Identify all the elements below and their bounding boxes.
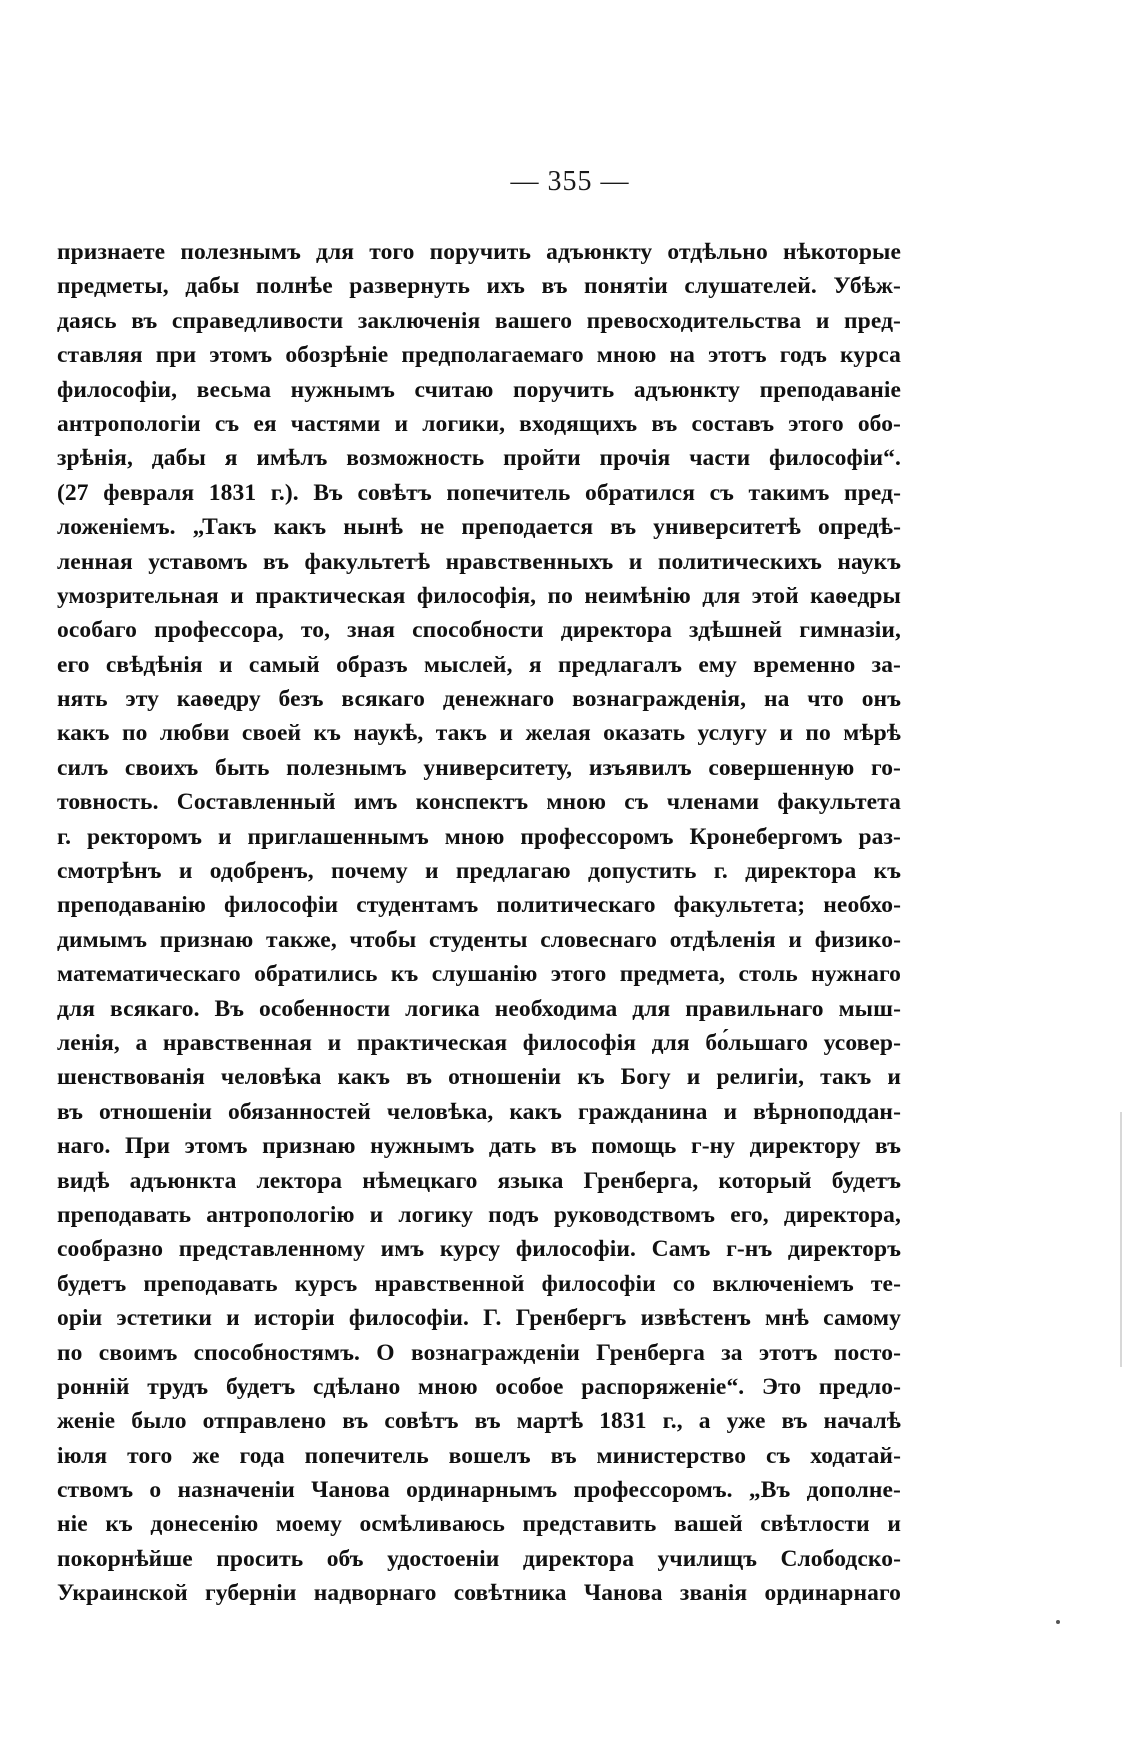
text-line: наго. При этомъ признаю нужнымъ дать въ помощь г-ну директору въ <box>57 1133 901 1160</box>
text-line: іюля того же года попечитель вошелъ въ министерство съ ходатай- <box>57 1442 901 1469</box>
text-line: преподавать антропологію и логику подъ руководствомъ его, директора, <box>57 1201 901 1228</box>
text-line: его свѣдѣнія и самый образъ мыслей, я предлагалъ ему временно за- <box>57 651 901 678</box>
text-line: смотрѣнъ и одобренъ, почему и предлагаю допустить г. директора къ <box>57 858 901 885</box>
text-line: философіи, весьма нужнымъ считаю поручить адъюнкту преподаваніе <box>57 376 901 403</box>
text-line: сообразно представленному имъ курсу философіи. Самъ г-нъ директоръ <box>57 1236 901 1263</box>
text-line: нять эту каѳедру безъ всякаго денежнаго вознагражденія, на что онъ <box>57 686 901 713</box>
text-line: ставляя при этомъ обозрѣніе предполагаемаго мною на этотъ годъ курса <box>57 342 901 369</box>
text-line: товность. Составленный имъ конспектъ мною съ членами факультета <box>57 789 901 816</box>
text-line: для всякаго. Въ особенности логика необходима для правильнаго мыш- <box>57 995 901 1022</box>
text-line: ніе къ донесенію моему осмѣливаюсь представить вашей свѣтлости и <box>57 1511 901 1538</box>
scan-margin-line <box>1120 1112 1122 1367</box>
text-line: димымъ признаю также, чтобы студенты словеснаго отдѣленія и физико- <box>57 926 901 953</box>
text-line: ложеніемъ. „Такъ какъ нынѣ не преподается въ университетѣ опредѣ- <box>57 514 901 541</box>
text-line: математическаго обратились къ слушанію этого предмета, столь нужнаго <box>57 961 901 988</box>
text-line: ленная уставомъ въ факультетѣ нравственныхъ и политическихъ наукъ <box>57 548 901 575</box>
text-line: г. ректоромъ и приглашеннымъ мною профессоромъ Кронебергомъ раз- <box>57 823 901 850</box>
text-line: по своимъ способностямъ. О вознагражденіи Гренберга за этотъ посто- <box>57 1339 901 1366</box>
text-line: (27 февраля 1831 г.). Въ совѣтъ попечитель обратился съ такимъ пред- <box>57 479 901 506</box>
text-line: признаете полезнымъ для того поручить адъюнкту отдѣльно нѣкоторые <box>57 239 901 265</box>
text-line: покорнѣйше просить объ удостоеніи директора училищъ Слободско- <box>57 1545 901 1572</box>
text-line: даясь въ справедливости заключенія вашего превосходительства и пред- <box>57 307 901 334</box>
text-line: Украинской губерніи надворнаго совѣтника Чанова званія ординарнаго <box>57 1580 901 1607</box>
text-line: какъ по любви своей къ наукѣ, такъ и желая оказать услугу и по мѣрѣ <box>57 720 901 747</box>
text-line: въ отношеніи обязанностей человѣка, какъ гражданина и вѣрноподдан- <box>57 1098 901 1125</box>
body-text <box>57 235 901 1611</box>
text-line: оріи эстетики и исторіи философіи. Г. Гренбергъ извѣстенъ мнѣ самому <box>57 1305 901 1332</box>
text-line: будетъ преподавать курсъ нравственной философіи со включеніемъ те- <box>57 1270 901 1297</box>
text-line: видѣ адъюнкта лектора нѣмецкаго языка Гренберга, который будетъ <box>57 1167 901 1194</box>
text-line: умозрительная и практическая философія, по неимѣнію для этой каѳедры <box>57 582 901 609</box>
text-line: ронній трудъ будетъ сдѣлано мною особое распоряженіе“. Это предло- <box>57 1373 901 1400</box>
text-line: женіе было отправлено въ совѣтъ въ мартѣ 1831 г., а уже въ началѣ <box>57 1408 901 1435</box>
text-line: зрѣнія, дабы я имѣлъ возможность пройти прочія части философіи“. <box>57 445 901 472</box>
text-line: ленія, а нравственная и практическая философія для бо́льшаго усовер- <box>57 1029 901 1056</box>
text-line: шенствованія человѣка какъ въ отношеніи къ Богу и религіи, такъ и <box>57 1064 901 1091</box>
page-number: — 355 — <box>510 166 630 197</box>
text-line: особаго профессора, то, зная способности директора здѣшней гимназіи, <box>57 617 901 644</box>
text-line: антропологіи съ ея частями и логики, входящихъ въ составъ этого обо- <box>57 410 901 437</box>
text-line: ствомъ о назначеніи Чанова ординарнымъ профессоромъ. „Въ дополне- <box>57 1477 901 1504</box>
text-line: преподаванію философіи студентамъ политическаго факультета; необхо- <box>57 892 901 919</box>
scan-speck <box>1056 1620 1060 1624</box>
text-line: предметы, дабы полнѣе развернуть ихъ въ понятіи слушателей. Убѣж- <box>57 273 901 300</box>
text-line: силъ своихъ быть полезнымъ университету, изъявилъ совершенную го- <box>57 754 901 781</box>
